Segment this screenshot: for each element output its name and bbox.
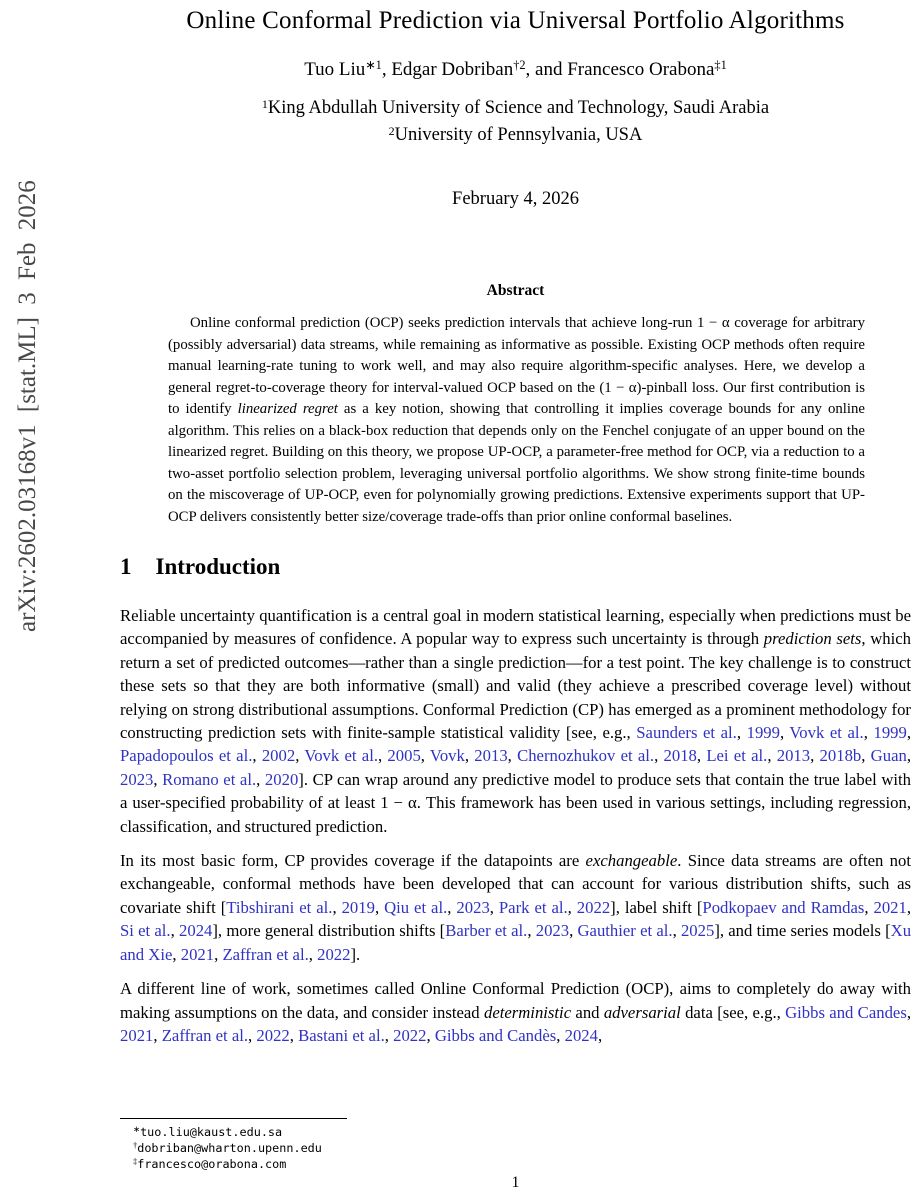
text-run: ,: [420, 746, 430, 766]
text-run: King Abdullah University of Science and Technology, Saudi Arabia: [267, 98, 770, 118]
citation-link[interactable]: 2002: [261, 746, 296, 766]
citation-link[interactable]: 2024: [564, 1025, 598, 1045]
mono-text: francesco@orabona.com: [137, 1157, 287, 1171]
footnote-2: [120, 1140, 680, 1156]
text-run: ], more general distribution shifts [: [212, 921, 446, 941]
text-run: Tuo Liu: [304, 59, 366, 80]
authors-line: [120, 59, 911, 81]
text-run: ,: [779, 723, 790, 743]
text-run: ].: [350, 944, 361, 964]
text-run: ,: [464, 746, 475, 766]
citation-link[interactable]: Podkopaev and Ramdas: [702, 897, 865, 917]
citation-link[interactable]: Gibbs and Candes: [785, 1002, 907, 1022]
text-run: ], and time series models [: [714, 921, 891, 941]
text-run: ,: [810, 746, 820, 766]
text-run: ,: [252, 746, 262, 766]
citation-link[interactable]: 2023: [535, 921, 570, 941]
citation-link[interactable]: 2024: [179, 921, 213, 941]
citation-link[interactable]: Chernozhukov et al.: [517, 746, 655, 766]
superscript-mark: †: [133, 1140, 138, 1151]
citation-link[interactable]: 2021: [180, 944, 215, 964]
citation-link[interactable]: Gauthier et al.: [577, 921, 673, 941]
affiliation-2: [120, 122, 911, 149]
citation-link[interactable]: 2021: [120, 1025, 154, 1045]
citation-link[interactable]: 2018: [663, 746, 697, 766]
citation-link[interactable]: Tibshirani et al.: [226, 897, 333, 917]
superscript-mark: 2: [388, 123, 395, 138]
citation-link[interactable]: 2013: [474, 746, 508, 766]
section-title: Introduction: [155, 554, 281, 579]
footnote-1: [120, 1124, 680, 1140]
citation-link[interactable]: 1999: [873, 723, 907, 743]
citation-link[interactable]: Vovk et al.: [304, 746, 378, 766]
text-run: ,: [527, 921, 536, 941]
affiliations: [120, 95, 911, 149]
citation-link[interactable]: 2021: [873, 897, 907, 917]
text-run: ,: [906, 897, 912, 917]
date-line: February 4, 2026: [452, 189, 579, 209]
citation-link[interactable]: Vovk et al.: [789, 723, 864, 743]
text-run: ,: [153, 1025, 162, 1045]
text-run: , and Francesco Orabona: [525, 59, 715, 80]
paragraph-1: [120, 604, 911, 838]
citation-link[interactable]: Xu and Xie: [120, 921, 912, 964]
text-run: ,: [507, 746, 518, 766]
text-run: ,: [489, 897, 499, 917]
citation-link[interactable]: 2023: [120, 769, 154, 789]
citation-link[interactable]: 2020: [264, 769, 299, 789]
text-run: as a key notion, showing that controlling it implies coverage bounds for any online algorithm. This relies on a black-box reduction that depends only on the Fenchel conjugate of an upper bound on the linearized regret. Building on this theory, we propose UP-OCP, a parameter-free method for OCP, via a reduction to a two-asset portfolio selection problem, leveraging universal portfolio algorithms. We show strong finite-time bounds on the miscoverage of UP-OCP, even for polynomially growing predictions. Extensive experiments support that UP-OCP delivers consistently better size/coverage trade-offs than prior online conformal baselines.: [168, 401, 865, 525]
citation-link[interactable]: 2022: [317, 944, 351, 964]
text-run: ,: [332, 897, 342, 917]
text-run: ,: [696, 746, 707, 766]
affiliation-1: [120, 95, 911, 122]
citation-link[interactable]: Guan: [870, 746, 907, 766]
text-run: A different line of work, sometimes called Online Conformal Prediction (OCP), aims to completely do away with making assumptions on the data, and consider instead: [120, 979, 911, 1022]
text-run: ,: [248, 1025, 257, 1045]
superscript-mark: †2: [513, 58, 526, 73]
footnote-3: [120, 1156, 680, 1172]
text-run: , which return a set of predicted outcomes—rather than a single prediction—for a test point. The key challenge is to construct these sets so that they are both informative (small) and valid (they achieve a prescribed coverage level) without relying on strong distributional assumptions. Conformal Prediction (CP) has emerged as a prominent methodology for constructing prediction sets with finite-sample statistical validity [see, e.g.,: [120, 629, 911, 743]
citation-link[interactable]: 2023: [456, 897, 490, 917]
text-run: ,: [906, 723, 912, 743]
italic-text: linearized regret: [237, 401, 338, 417]
text-run: and: [571, 1002, 604, 1022]
text-run: ,: [172, 944, 181, 964]
paragraph-2: [120, 849, 911, 966]
citation-link[interactable]: 2022: [576, 897, 611, 917]
italic-text: adversarial: [603, 1002, 681, 1022]
superscript-mark: 1: [261, 96, 268, 111]
text-run: ,: [864, 897, 874, 917]
text-run: ,: [447, 897, 457, 917]
paragraph-3: [120, 977, 911, 1047]
text-run: ,: [256, 769, 265, 789]
citation-link[interactable]: 2018b: [819, 746, 862, 766]
superscript-mark: ‡: [133, 1156, 138, 1167]
arxiv-stamp[interactable]: arXiv:2602.03168v1 [stat.ML] 3 Feb 2026: [14, 180, 41, 632]
citation-link[interactable]: 2022: [256, 1025, 290, 1045]
text-run: Reliable uncertainty quantification is a central goal in modern statistical learning, especially when predictions must be accompanied by measures of confidence. A popular way to express such uncertainty is through: [120, 606, 911, 649]
text-run: . Since data streams are often not exchangeable, conformal methods have been developed that can account for various distribution shifts, such as covariate shift [: [120, 851, 912, 917]
text-run: ,: [863, 723, 874, 743]
italic-text: exchangeable: [585, 851, 678, 871]
citation-link[interactable]: Qiu et al.: [384, 897, 448, 917]
text-run: ,: [569, 921, 578, 941]
text-run: ,: [426, 1025, 435, 1045]
citation-link[interactable]: 2019: [341, 897, 375, 917]
text-run: ,: [170, 921, 179, 941]
abstract-text: [168, 313, 865, 528]
citation-link[interactable]: Saunders et al.: [636, 723, 737, 743]
citation-link[interactable]: Zaffran et al.: [161, 1025, 249, 1045]
citation-link[interactable]: 2005: [387, 746, 421, 766]
footnotes-block: [120, 1118, 680, 1172]
text-run: ,: [767, 746, 777, 766]
page-number: 1: [511, 1174, 520, 1191]
text-run: data [see, e.g.,: [680, 1002, 786, 1022]
paper-page: [120, 0, 911, 1047]
text-run: ,: [384, 1025, 394, 1045]
text-run: ,: [906, 746, 911, 766]
text-run: ,: [736, 723, 747, 743]
citation-link[interactable]: Papadopoulos et al.: [120, 746, 253, 766]
text-run: Online conformal prediction (OCP) seeks prediction intervals that achieve long-run 1 − α coverage for arbitrary (possibly adversarial) data streams, while remaining as informative as possible. Existing OCP methods often require manual learning-rate tuning to work well, and may also require algorithm-specific analyses. Here, we develop a general regret-to-coverage theory for interval-valued OCP based on the (1 − α)-pinball loss. Our first contribution is to identify: [168, 315, 865, 417]
text-run: ,: [906, 1002, 911, 1022]
citation-link[interactable]: 2022: [393, 1025, 427, 1045]
text-run: University of Pennsylvania, USA: [394, 125, 643, 145]
superscript-mark: ‡1: [714, 58, 727, 73]
italic-text: deterministic: [483, 1002, 572, 1022]
citation-link[interactable]: 2013: [776, 746, 811, 766]
footnote-rule: [120, 1118, 347, 1119]
section-number: 1: [120, 554, 132, 579]
text-run: ,: [654, 746, 664, 766]
citation-link[interactable]: 1999: [746, 723, 780, 743]
mono-text: tuo.liu@kaust.edu.sa: [140, 1125, 283, 1139]
citation-link[interactable]: Zaffran et al.: [222, 944, 309, 964]
text-run: ,: [597, 1025, 603, 1045]
citation-link[interactable]: Barber et al.: [445, 921, 528, 941]
text-run: In its most basic form, CP provides coverage if the datapoints are: [120, 851, 586, 871]
paper-title: Online Conformal Prediction via Universal Portfolio Algorithms: [186, 7, 845, 34]
text-run: ,: [295, 746, 305, 766]
citation-link[interactable]: Si et al.: [120, 921, 171, 941]
text-run: ,: [289, 1025, 299, 1045]
citation-link[interactable]: Lei et al.: [706, 746, 768, 766]
text-run: ]. CP can wrap around any predictive model to produce sets that contain the true label with a user-specified probability of at least 1 − α. This framework has been used in various settings, including regression, classification, and structured prediction.: [120, 769, 911, 836]
superscript-mark: ∗: [133, 1124, 141, 1135]
text-run: ,: [378, 746, 388, 766]
text-run: ,: [672, 921, 681, 941]
text-run: ,: [556, 1025, 565, 1045]
italic-text: prediction sets: [763, 629, 862, 649]
citation-link[interactable]: Gibbs and Candès: [434, 1025, 557, 1045]
mono-text: dobriban@wharton.upenn.edu: [137, 1141, 322, 1155]
text-run: ], label shift [: [610, 897, 703, 917]
citation-link[interactable]: Park et al.: [498, 897, 568, 917]
text-run: , Edgar Dobriban: [381, 59, 514, 80]
abstract-heading: Abstract: [486, 282, 545, 299]
citation-link[interactable]: Bastani et al.: [298, 1025, 385, 1045]
citation-link[interactable]: Romano et al.: [162, 769, 257, 789]
citation-link[interactable]: Vovk: [429, 746, 465, 766]
text-run: ,: [374, 897, 385, 917]
section-heading: [120, 554, 911, 580]
superscript-mark: ∗1: [365, 58, 382, 73]
text-run: ,: [861, 746, 871, 766]
text-run: ,: [214, 944, 223, 964]
text-run: ,: [153, 769, 163, 789]
text-run: ,: [567, 897, 577, 917]
citation-link[interactable]: 2025: [680, 921, 715, 941]
text-run: ,: [308, 944, 318, 964]
